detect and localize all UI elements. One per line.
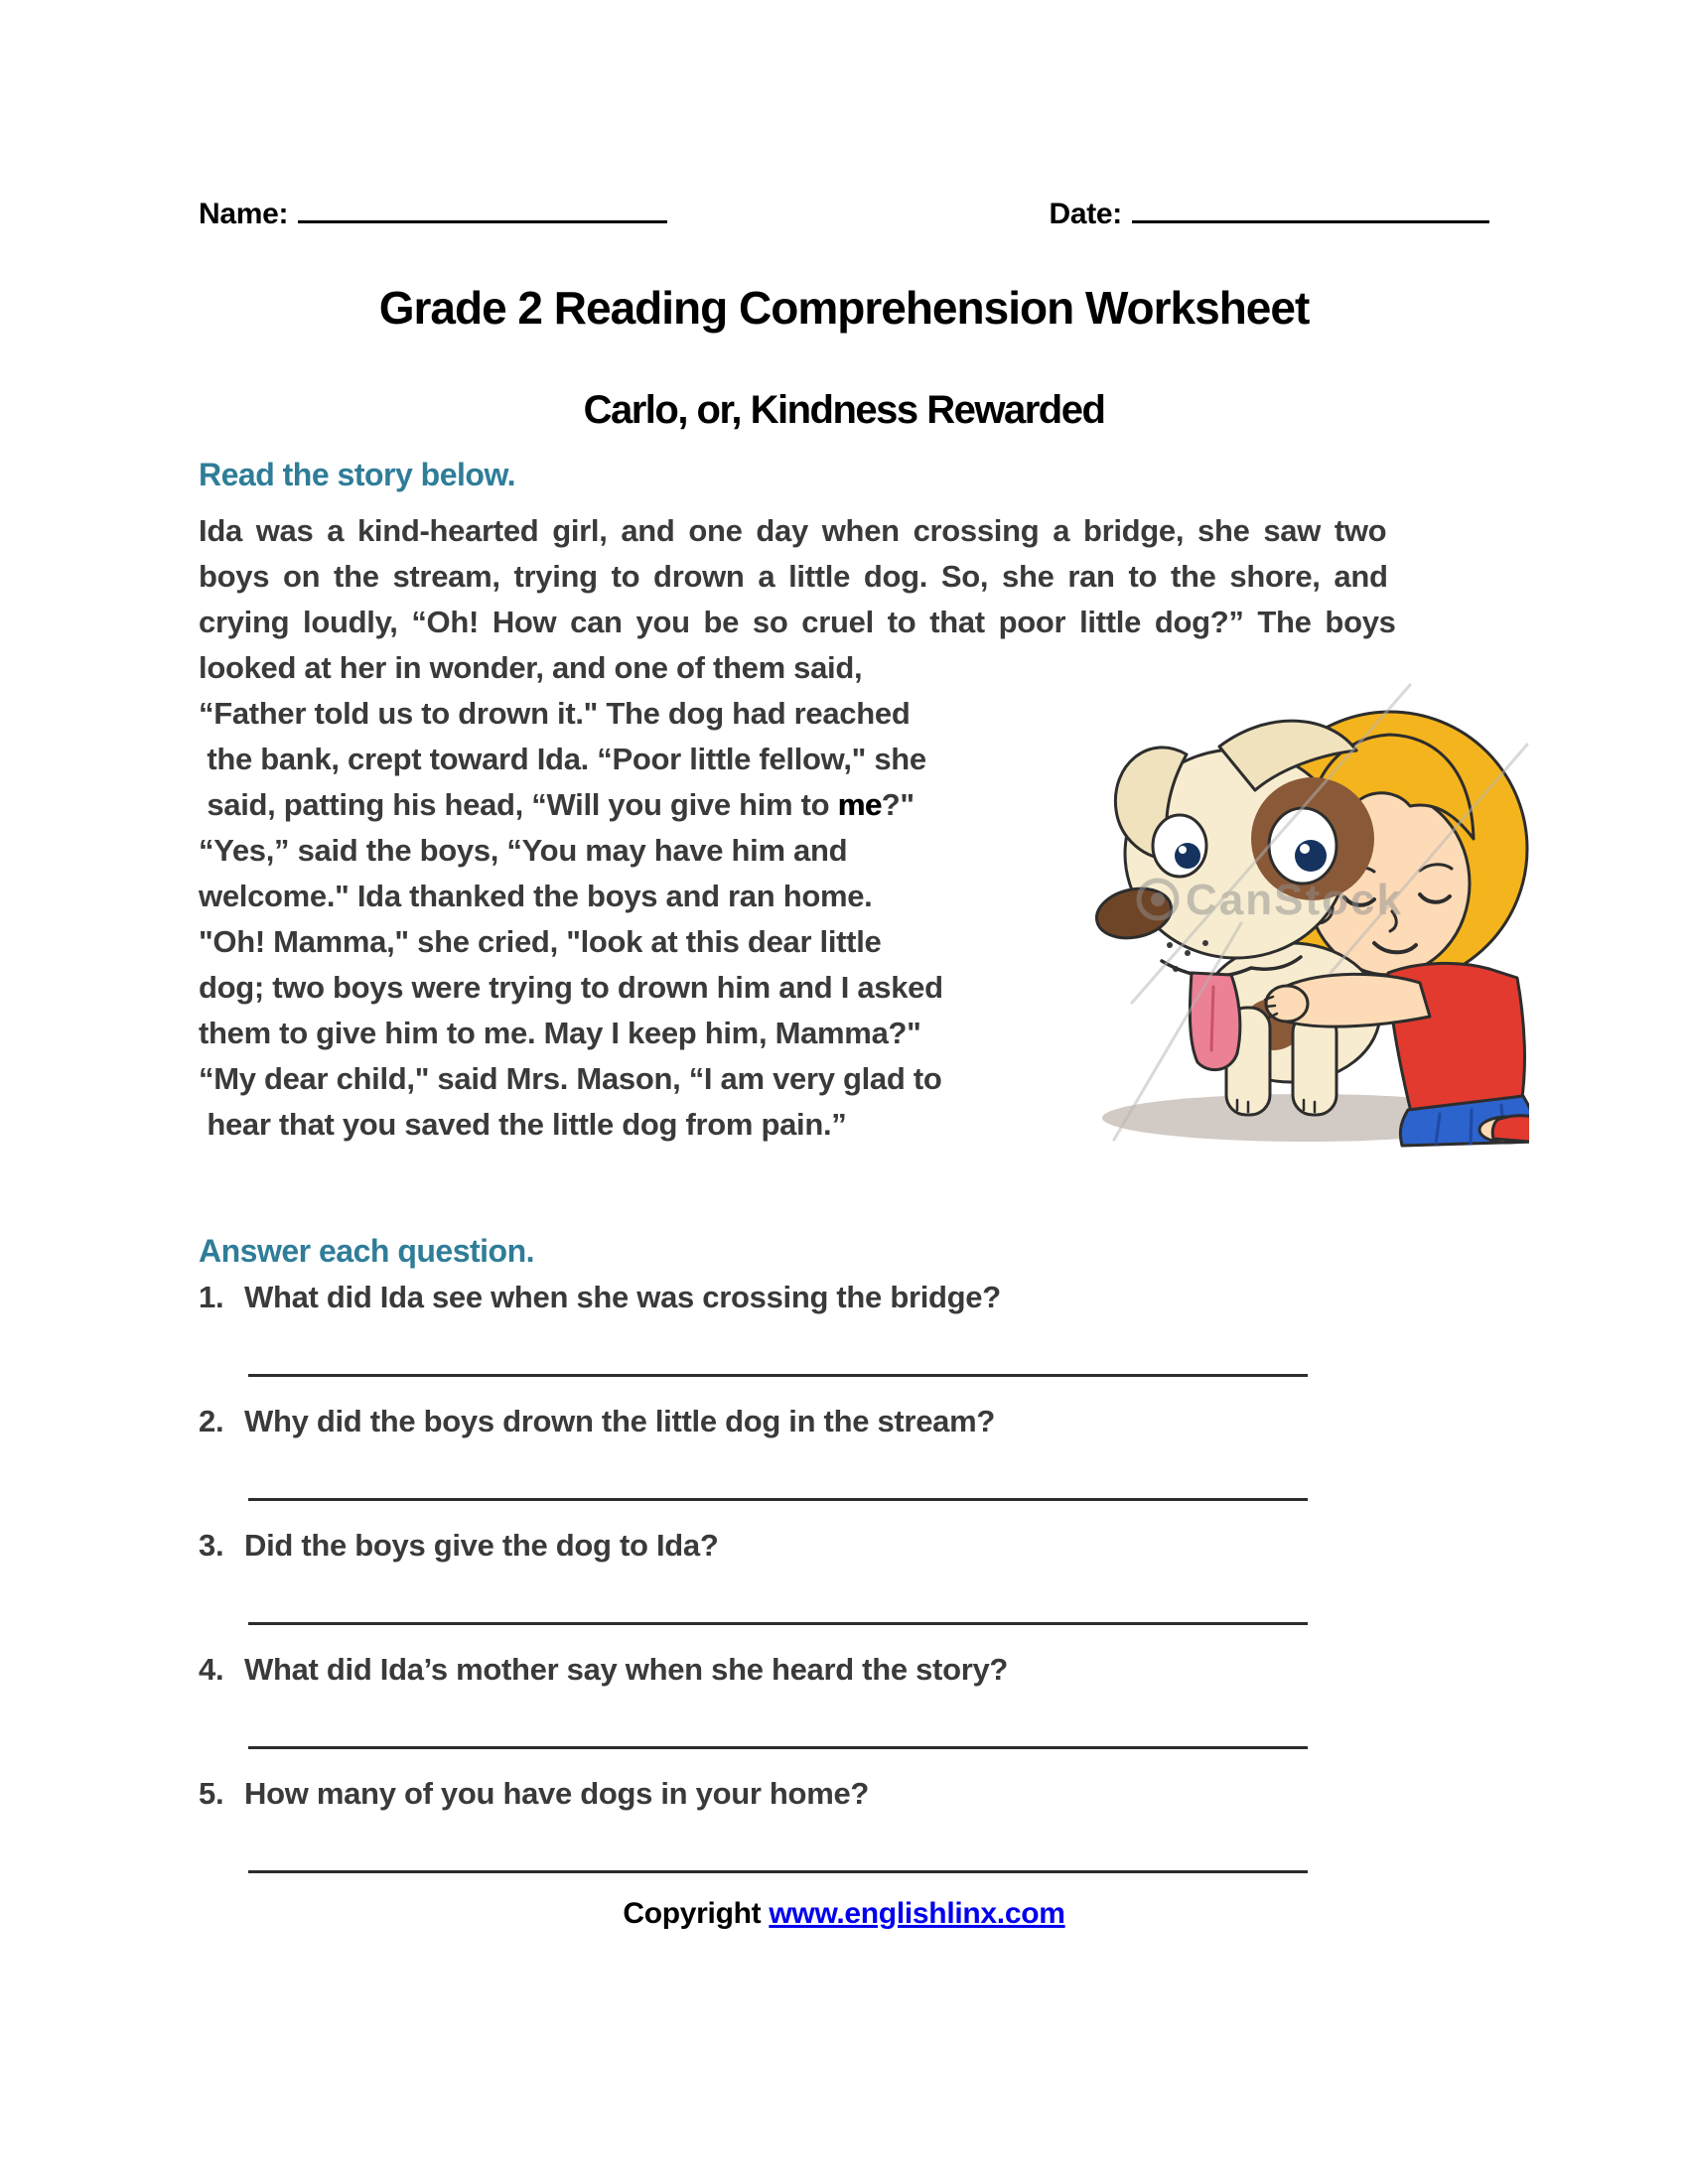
- story-line: said, patting his head, “Will you give him to me?": [199, 787, 914, 822]
- story-line: dog; two boys were trying to drown him and I asked: [199, 970, 943, 1005]
- answer-write-line: [248, 1374, 1308, 1377]
- question-text: Did the boys give the dog to Ida?: [244, 1528, 719, 1563]
- question-text: What did Ida’s mother say when she heard the story?: [244, 1652, 1009, 1687]
- answer-instruction: Answer each question.: [199, 1233, 535, 1269]
- question-text: How many of you have dogs in your home?: [244, 1776, 870, 1811]
- story-line: "Oh! Mamma," she cried, "look at this dear little: [199, 924, 882, 959]
- watermark-text: CanStock: [1186, 876, 1403, 924]
- question-row: [199, 1277, 1489, 1318]
- question-row: [199, 1525, 1489, 1567]
- name-label: Name:: [199, 198, 289, 230]
- date-label: Date:: [1049, 198, 1122, 230]
- question-number: 4.: [199, 1652, 224, 1687]
- footer: [199, 1897, 1489, 1931]
- answer-write-line: [248, 1870, 1308, 1873]
- story-line: Ida was a kind-hearted girl, and one day when crossing a bridge, she saw two: [199, 513, 1387, 548]
- question-row: [199, 1401, 1489, 1442]
- read-instruction: Read the story below.: [199, 457, 516, 492]
- answer-write-line: [248, 1622, 1308, 1625]
- date-write-line: [1132, 195, 1489, 223]
- copyright-label: Copyright: [623, 1897, 770, 1930]
- story-line: “Yes,” said the boys, “You may have him and: [199, 833, 848, 868]
- story-line: “My dear child," said Mrs. Mason, “I am very glad to: [199, 1061, 942, 1096]
- story-line: welcome." Ida thanked the boys and ran home.: [199, 879, 873, 913]
- question-item: [199, 1401, 1489, 1501]
- copyright-link[interactable]: www.englishlinx.com: [769, 1897, 1065, 1930]
- question-text: What did Ida see when she was crossing the bridge?: [244, 1280, 1001, 1314]
- question-row: [199, 1773, 1489, 1815]
- question-item: [199, 1277, 1489, 1377]
- question-item: [199, 1649, 1489, 1749]
- story-section: [199, 508, 1489, 1148]
- question-text: Why did the boys drown the little dog in the stream?: [244, 1404, 995, 1438]
- answer-write-line: [248, 1498, 1308, 1501]
- question-number: 5.: [199, 1776, 224, 1811]
- questions: [199, 1277, 1489, 1873]
- story-line: them to give him to me. May I keep him, Mamma?": [199, 1016, 921, 1050]
- question-number: 2.: [199, 1404, 224, 1438]
- story-line: hear that you saved the little dog from pain.”: [199, 1107, 847, 1142]
- story-title: Carlo, or, Kindness Rewarded: [583, 388, 1105, 432]
- story-line: the bank, crept toward Ida. “Poor little fellow," she: [199, 742, 926, 776]
- answer-write-line: [248, 1746, 1308, 1749]
- girl-hugging-dog-illustration: [1092, 675, 1529, 1152]
- question-item: [199, 1773, 1489, 1873]
- question-item: [199, 1525, 1489, 1625]
- story-line: crying loudly, “Oh! How can you be so cruel to that poor little dog?” The boys: [199, 605, 1396, 639]
- question-row: [199, 1649, 1489, 1691]
- worksheet-title: Grade 2 Reading Comprehension Worksheet: [378, 282, 1310, 334]
- story-line: “Father told us to drown it." The dog had reached: [199, 696, 911, 731]
- story-line: boys on the stream, trying to drown a little dog. So, she ran to the shore, and: [199, 559, 1388, 594]
- story-line: looked at her in wonder, and one of them said,: [199, 650, 863, 685]
- header-row: [199, 195, 1489, 234]
- name-write-line: [298, 195, 667, 223]
- question-number: 1.: [199, 1280, 224, 1314]
- question-number: 3.: [199, 1528, 224, 1563]
- date-group: [1049, 195, 1489, 231]
